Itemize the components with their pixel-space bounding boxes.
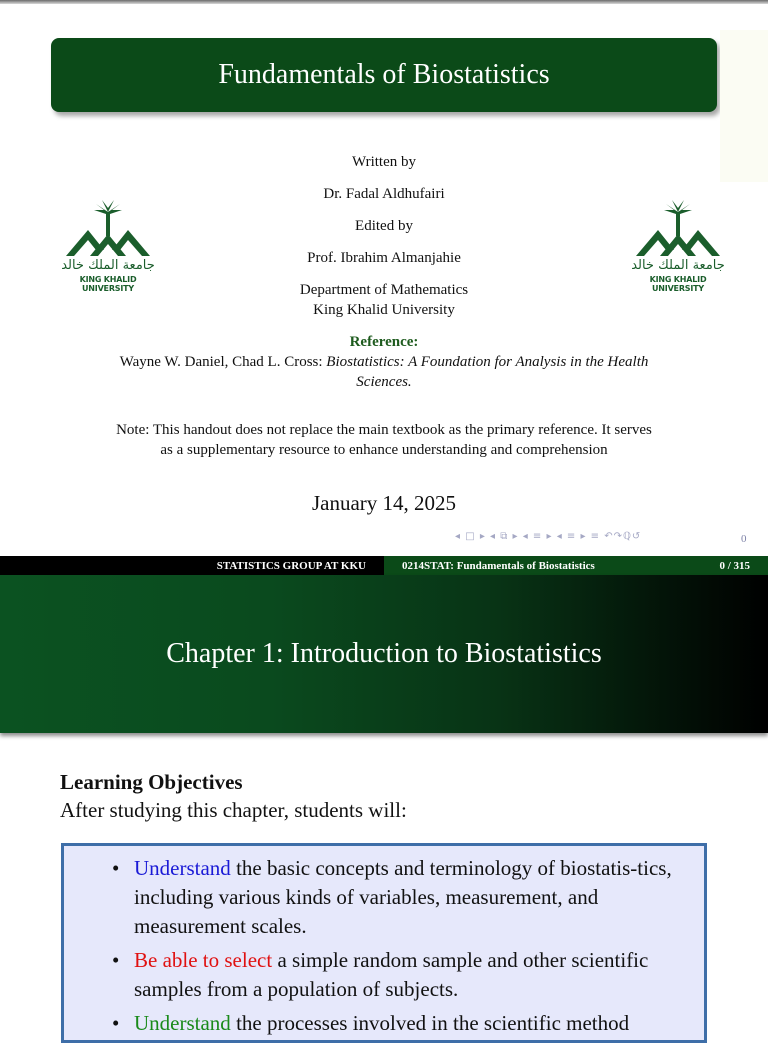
logo-arabic-text: جامعة الملك خالد [61, 258, 155, 273]
objective-highlight: Understand [134, 1011, 231, 1035]
reference-line [0, 354, 768, 371]
objectives-intro: After studying this chapter, students will: [60, 798, 407, 822]
objective-text: the basic concepts and terminology of biostatis-tics, including various kinds of variables, measurement, and measurement scales. [134, 856, 672, 938]
department: Department of Mathematics [299, 282, 469, 298]
footer-group [0, 556, 384, 575]
written-by-label: Written by [352, 154, 416, 170]
objectives-title: Learning Objectives [60, 770, 243, 794]
note-line-2: as a supplementary resource to enhance understanding and comprehension [160, 442, 608, 458]
title-box [51, 38, 717, 112]
university-logo-right [630, 198, 726, 293]
presentation-date: January 14, 2025 [311, 491, 457, 515]
reference-book-title-cont: Sciences. [356, 374, 412, 390]
bullet-icon: • [112, 1011, 120, 1035]
objective-text: the processes involved in the scientific method [230, 1011, 630, 1035]
logo-english-text: KING KHALID UNIVERSITY [79, 275, 137, 293]
page-number: 0 [741, 533, 747, 545]
reference-book-title: Biostatistics: A Foundation for Analysis in the Health [326, 354, 649, 370]
reference-line-2 [0, 374, 768, 391]
university-logo-left [60, 198, 156, 293]
objectives-box [61, 843, 707, 1043]
logo-english-text: KING KHALID UNIVERSITY [649, 275, 707, 293]
objective-highlight: Be able to select [134, 948, 273, 972]
footer-group-label: STATISTICS GROUP AT KKU [216, 559, 366, 572]
edited-by-label: Edited by [355, 218, 413, 234]
top-rule [0, 0, 768, 4]
footer-course-label: 0214STAT: Fundamentals of Biostatistics [402, 559, 595, 572]
bullet-icon: • [112, 948, 120, 972]
beamer-navigation-icons[interactable]: ◂ □ ▸ ◂ ⧉ ▸ ◂ ≡ ▸ ◂ ≡ ▸ ≡ ↶↷ℚ↺ [455, 531, 642, 542]
editor-name: Prof. Ibrahim Almanjahie [307, 250, 461, 266]
objective-item [104, 946, 682, 1004]
reference-authors: Wayne W. Daniel, Chad L. Cross: [119, 354, 327, 370]
objective-highlight: Understand [134, 856, 231, 880]
footer-page-count: 0 / 315 [719, 559, 750, 572]
slide-title: Fundamentals of Biostatistics [218, 59, 550, 90]
logo-arabic-text: جامعة الملك خالد [631, 258, 725, 273]
objectives-list [64, 846, 704, 1038]
chapter-title: Chapter 1: Introduction to Biostatistics [166, 638, 602, 669]
chapter-banner [0, 575, 768, 733]
note-line-1: Note: This handout does not replace the main textbook as the primary reference. It serves [116, 422, 652, 438]
author-name: Dr. Fadal Aldhufairi [323, 186, 445, 202]
objective-item [104, 854, 682, 941]
university: King Khalid University [313, 302, 455, 318]
bullet-icon: • [112, 856, 120, 880]
footer-course [384, 556, 768, 575]
objective-text: a simple random sample and other scientific samples from a population of subjects. [134, 948, 649, 1001]
reference-label: Reference: [349, 334, 419, 350]
